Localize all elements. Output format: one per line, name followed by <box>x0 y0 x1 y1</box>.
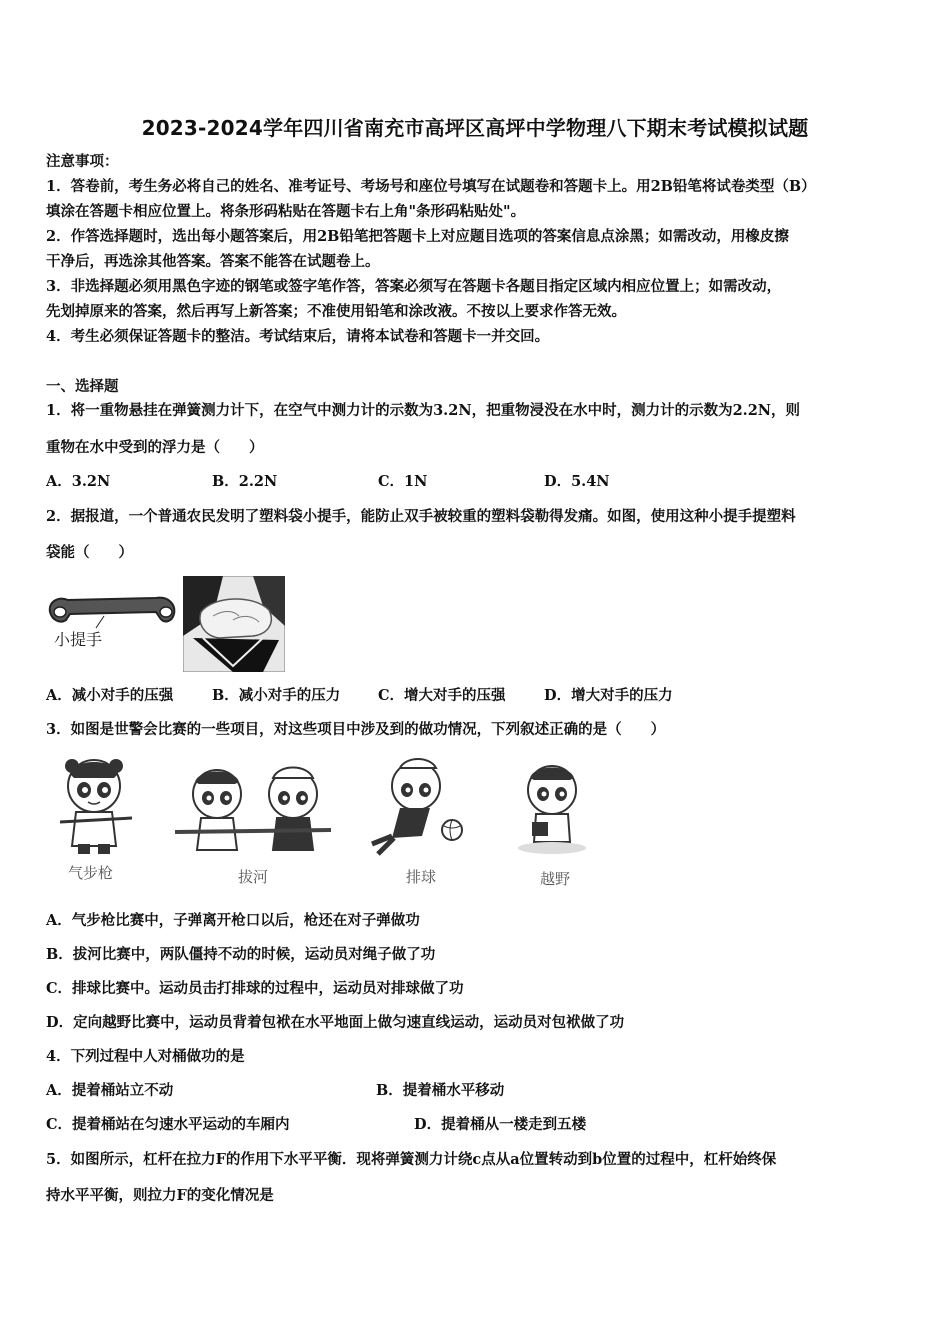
q2-stem: 2．据报道，一个普通农民发明了塑料袋小提手，能防止双手被较重的塑料袋勒得发痛。如图，使用这种小提手提塑料 <box>46 508 796 525</box>
notice-heading: 注意事项： <box>46 153 119 170</box>
volleyball-figure <box>364 758 474 858</box>
q1-option-a: A．3.2N <box>46 473 111 490</box>
notice-line: 干净后，再选涂其他答案。答案不能答在试题卷上。 <box>46 253 380 270</box>
notice-line: 4．考生必须保证答题卡的整洁。考试结束后，请将本试卷和答题卡一并交回。 <box>46 328 550 345</box>
air-rifle-caption: 气步枪 <box>68 864 114 882</box>
q4-option-a: A．提着桶站立不动 <box>46 1082 174 1099</box>
notice-line: 2．作答选择题时，选出每小题答案后，用2B铅笔把答题卡上对应题目选项的答案信息点涂黑；如需改动，用橡皮擦 <box>46 228 789 245</box>
q4-option-c: C．提着桶站在匀速水平运动的车厢内 <box>46 1116 290 1133</box>
orienteering-caption: 越野 <box>540 870 571 888</box>
tug-of-war-caption: 拔河 <box>238 868 269 886</box>
q2-stem-cont: 袋能（ ） <box>46 544 133 561</box>
notice-line: 3．非选择题必须用黑色字迹的钢笔或签字笔作答，答案必须写在答题卡各题目指定区域内相应位置上；如需改动， <box>46 278 782 295</box>
q2-option-c: C．增大对手的压强 <box>378 687 506 704</box>
q3-option-c: C．排球比赛中。运动员击打排球的过程中，运动员对排球做了功 <box>46 980 464 997</box>
notice-line: 1．答卷前，考生务必将自己的姓名、准考证号、考场号和座位号填写在试题卷和答题卡上。用2B铅笔将试卷类型（B） <box>46 178 816 195</box>
q1-stem-cont: 重物在水中受到的浮力是（ ） <box>46 439 264 456</box>
section-heading: 一、选择题 <box>46 378 119 395</box>
q1-option-d: D．5.4N <box>544 473 610 490</box>
q3-stem: 3．如图是世警会比赛的一些项目，对这些项目中涉及到的做功情况，下列叙述正确的是（ ） <box>46 721 666 738</box>
handle-label: 小提手 <box>54 630 103 649</box>
q4-option-d: D．提着桶从一楼走到五楼 <box>414 1116 587 1133</box>
q3-option-a: A．气步枪比赛中，子弹离开枪口以后，枪还在对子弹做功 <box>46 912 420 929</box>
q1-stem: 1．将一重物悬挂在弹簧测力计下，在空气中测力计的示数为3.2N，把重物浸没在水中时，测力计的示数为2.2N，则 <box>46 402 801 419</box>
q2-option-a: A．减小对手的压强 <box>46 687 174 704</box>
hand-photo <box>183 576 285 672</box>
q4-option-b: B．提着桶水平移动 <box>376 1082 505 1099</box>
q5-stem-cont: 持水平平衡，则拉力F的变化情况是 <box>46 1187 274 1204</box>
volleyball-caption: 排球 <box>406 868 437 886</box>
orienteering-figure <box>512 762 592 858</box>
q4-stem: 4．下列过程中人对桶做功的是 <box>46 1048 245 1065</box>
exam-title: 2023-2024学年四川省南充市高坪区高坪中学物理八下期末考试模拟试题 <box>141 116 809 140</box>
q5-stem: 5．如图所示，杠杆在拉力F的作用下水平平衡．现将弹簧测力计绕c点从a位置转动到b位置的过程中，杠杆始终保 <box>46 1151 777 1168</box>
q2-option-b: B．减小对手的压力 <box>212 687 341 704</box>
tug-of-war-figure <box>175 764 335 864</box>
air-rifle-panda-figure <box>56 756 136 866</box>
q1-option-b: B．2.2N <box>212 473 278 490</box>
notice-line: 先划掉原来的答案，然后再写上新答案；不准使用铅笔和涂改液。不按以上要求作答无效。 <box>46 303 626 320</box>
q1-option-c: C．1N <box>378 473 428 490</box>
q3-option-b: B．拔河比赛中，两队僵持不动的时候，运动员对绳子做了功 <box>46 946 436 963</box>
notice-line: 填涂在答题卡相应位置上。将条形码粘贴在答题卡右上角"条形码粘贴处"。 <box>46 203 526 220</box>
q2-option-d: D．增大对手的压力 <box>544 687 673 704</box>
q3-option-d: D．定向越野比赛中，运动员背着包袱在水平地面上做匀速直线运动，运动员对包袱做了功 <box>46 1014 625 1031</box>
